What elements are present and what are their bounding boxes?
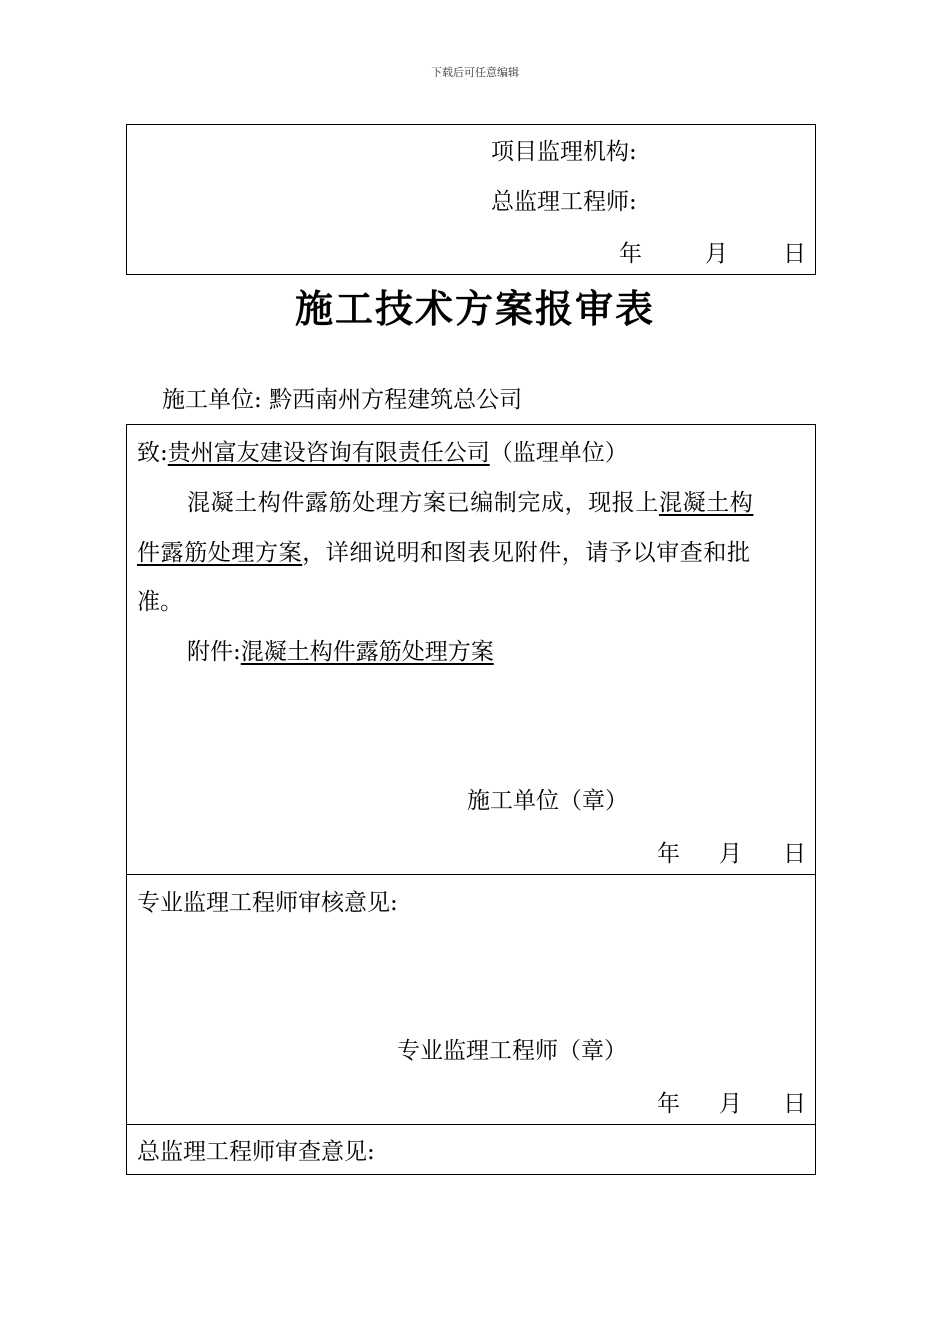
paragraph-line-3: 准。: [137, 589, 183, 615]
construction-unit-value: 黔西南州方程建筑总公司: [269, 387, 523, 413]
page-title: 施工技术方案报审表: [294, 286, 655, 331]
attachment-label: 附件:: [187, 639, 241, 665]
paragraph-text: ，详细说明和图表见附件，请予以审查和批: [302, 540, 751, 566]
supervision-company: 贵州富友建设咨询有限责任公司: [167, 440, 490, 466]
paragraph-line-1: [187, 489, 753, 517]
to-label: 致:: [137, 440, 168, 466]
paragraph-text: 混凝土构件露筋处理方案已编制完成，现报上: [187, 490, 659, 516]
specialist-review-heading: 专业监理工程师审核意见:: [137, 890, 398, 916]
construction-unit-label: 施工单位:: [162, 387, 262, 413]
specialist-engineer-seal: 专业监理工程师（章）: [397, 1038, 627, 1064]
year-label: 年: [657, 841, 680, 867]
divider: [127, 1124, 815, 1125]
month-label: 月: [719, 841, 742, 867]
day-label: 日: [783, 241, 806, 267]
day-label: 日: [783, 841, 806, 867]
header-note: 下载后可任意编辑: [431, 66, 519, 79]
top-signature-box: [126, 124, 816, 275]
org-label: 项目监理机构:: [491, 139, 637, 165]
day-label: 日: [783, 1091, 806, 1117]
divider: [127, 874, 815, 875]
construction-unit-line: [162, 386, 522, 414]
to-suffix: （监理单位）: [489, 440, 628, 466]
attachment-value: 混凝土构件露筋处理方案: [240, 639, 494, 665]
addressee-line: [137, 439, 628, 467]
attachment-line: [187, 638, 494, 666]
year-label: 年: [619, 241, 642, 267]
chief-review-heading: 总监理工程师审查意见:: [137, 1139, 375, 1165]
year-label: 年: [657, 1091, 680, 1117]
review-form-table: [126, 424, 816, 1175]
chief-engineer-label: 总监理工程师:: [491, 189, 637, 215]
construction-unit-seal: 施工单位（章）: [467, 788, 628, 814]
paragraph-line-2: [137, 539, 751, 567]
month-label: 月: [719, 1091, 742, 1117]
plan-name-part: 混凝土构: [659, 490, 754, 516]
plan-name-part: 件露筋处理方案: [137, 540, 303, 566]
month-label: 月: [705, 241, 728, 267]
